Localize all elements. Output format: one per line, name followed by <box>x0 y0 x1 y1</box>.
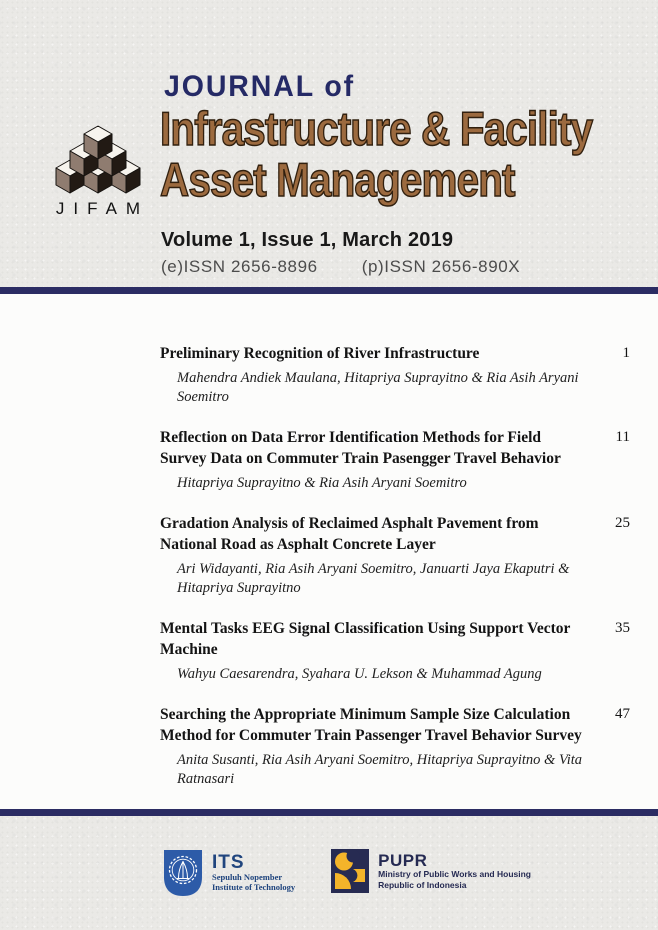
toc-entry <box>160 343 630 407</box>
its-logo <box>163 849 295 897</box>
its-acronym: ITS <box>212 852 245 873</box>
article-page-number: 25 <box>615 515 630 531</box>
publisher-logos <box>163 849 531 897</box>
article-title: Gradation Analysis of Reclaimed Asphalt Pavement from National Road as Asphalt Concrete Layer <box>160 515 539 553</box>
issue-line: Volume 1, Issue 1, March 2019 <box>161 229 454 251</box>
article-page-number: 47 <box>615 706 630 722</box>
pupr-emblem-icon <box>331 849 369 893</box>
pupr-acronym: PUPR <box>378 851 428 870</box>
article-title: Searching the Appropriate Minimum Sample Size Calculation Method for Commuter Train Passenger Travel Behavior Survey <box>160 706 582 744</box>
pupr-name-line1: Ministry of Public Works and Housing <box>378 869 531 879</box>
article-authors: Wahyu Caesarendra, Syahara U. Lekson & Muhammad Agung <box>177 666 542 682</box>
bottom-divider-rule <box>0 809 658 816</box>
jifam-logo-text: JIFAM <box>55 199 150 218</box>
pissn: (p)ISSN 2656-890X <box>361 257 521 276</box>
toc-entry <box>160 427 630 493</box>
article-title: Reflection on Data Error Identification Methods for Field Survey Data on Commuter Train Pasengger Travel Behavior <box>160 429 561 467</box>
table-of-contents <box>0 294 658 809</box>
journal-title-line1: Infrastructure & Facility <box>160 102 593 155</box>
article-title: Mental Tasks EEG Signal Classification Using Support Vector Machine <box>160 620 571 658</box>
top-divider-rule <box>0 287 658 294</box>
issn-line <box>161 257 520 277</box>
its-emblem-icon <box>163 849 203 897</box>
toc-entry <box>160 704 630 789</box>
pupr-name-line2: Republic of Indonesia <box>378 879 467 890</box>
toc-entry <box>160 618 630 684</box>
toc-entry <box>160 513 630 598</box>
article-authors: Anita Susanti, Ria Asih Aryani Soemitro, Hitapriya Suprayitno & Vita Ratnasari <box>177 752 583 787</box>
eissn: (e)ISSN 2656-8896 <box>161 257 318 276</box>
article-page-number: 11 <box>615 429 630 445</box>
article-page-number: 1 <box>622 345 630 361</box>
article-page-number: 35 <box>615 620 630 636</box>
article-title: Preliminary Recognition of River Infrastructure <box>160 345 480 362</box>
pupr-logo <box>331 849 531 893</box>
jifam-cubes-icon <box>51 120 145 196</box>
its-name-line1: Sepuluh Nopember <box>212 872 283 882</box>
article-authors: Ari Widayanti, Ria Asih Aryani Soemitro, Januarti Jaya Ekaputri & Hitapriya Suprayitno <box>177 561 570 596</box>
article-authors: Mahendra Andiek Maulana, Hitapriya Suprayitno & Ria Asih Aryani Soemitro <box>177 370 579 405</box>
its-name-line2: Institute of Technology <box>212 882 296 892</box>
journal-title-line2: Asset Management <box>160 153 515 206</box>
jifam-logo <box>46 120 150 219</box>
journal-supertitle: JOURNAL of <box>164 70 356 103</box>
article-authors: Hitapriya Suprayitno & Ria Asih Aryani Soemitro <box>177 475 467 491</box>
